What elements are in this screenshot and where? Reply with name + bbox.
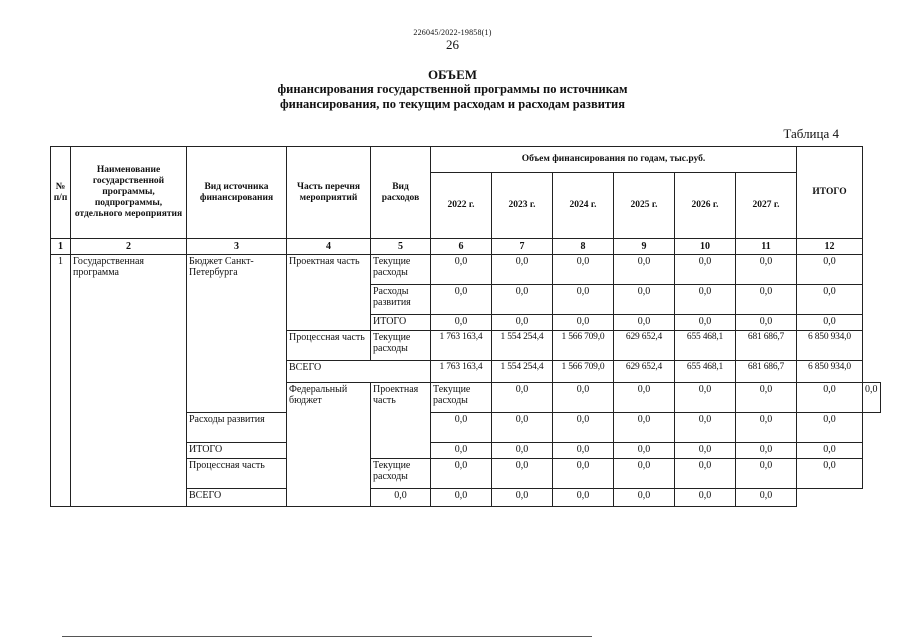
year-value-cell: 1 554 254,4: [492, 331, 553, 361]
project-part-cell: Проектная часть: [371, 383, 431, 459]
header-col-name: Наименование государственной программы, подпрограммы, отдельного мероприятия: [71, 147, 187, 239]
title-line-3: финансирования, по текущим расходам и расходам развития: [279, 97, 626, 111]
header-year: 2027 г.: [736, 173, 797, 239]
year-value-cell: 0,0: [614, 413, 675, 443]
total-value-cell: 0,0: [863, 383, 881, 413]
year-value-cell: 0,0: [614, 489, 675, 507]
year-value-cell: 0,0: [675, 489, 736, 507]
total-value-cell: 0,0: [736, 489, 797, 507]
year-value-cell: 0,0: [553, 413, 614, 443]
header-col-group: Объем финансирования по годам, тыс.руб.: [431, 147, 797, 173]
total-value-cell: 6 850 934,0: [797, 361, 863, 383]
expense-type-cell: Расходы развития: [187, 413, 287, 443]
header-year: 2025 г.: [614, 173, 675, 239]
column-number: 12: [797, 239, 863, 255]
year-value-cell: 1 554 254,4: [492, 361, 553, 383]
year-value-cell: 0,0: [553, 443, 614, 459]
year-value-cell: 0,0: [675, 315, 736, 331]
year-value-cell: 0,0: [431, 489, 492, 507]
header-col-type: Вид расходов: [371, 147, 431, 239]
year-value-cell: 0,0: [553, 285, 614, 315]
column-number: 7: [492, 239, 553, 255]
year-value-cell: 629 652,4: [614, 331, 675, 361]
year-value-cell: 0,0: [431, 459, 492, 489]
column-number: 2: [71, 239, 187, 255]
year-value-cell: 0,0: [614, 443, 675, 459]
program-name-cell: Государственная программа: [71, 255, 187, 507]
total-value-cell: 0,0: [797, 443, 863, 459]
expense-type-cell: Расходы развития: [371, 285, 431, 315]
header-col-num: № п/п: [51, 147, 71, 239]
page-number: 26: [446, 37, 459, 52]
year-value-cell: 0,0: [492, 489, 553, 507]
year-value-cell: 1 763 163,4: [431, 361, 492, 383]
year-value-cell: 0,0: [553, 459, 614, 489]
total-value-cell: 0,0: [797, 459, 863, 489]
header-col-total: ИТОГО: [797, 147, 863, 239]
year-value-cell: 0,0: [675, 255, 736, 285]
year-value-cell: 0,0: [492, 413, 553, 443]
year-value-cell: 0,0: [675, 413, 736, 443]
year-value-cell: 0,0: [553, 315, 614, 331]
year-value-cell: 0,0: [614, 315, 675, 331]
year-value-cell: 1 566 709,0: [553, 361, 614, 383]
year-value-cell: 681 686,7: [736, 361, 797, 383]
year-value-cell: 0,0: [614, 459, 675, 489]
process-part-cell: Процессная часть: [187, 459, 287, 489]
expense-type-cell: ИТОГО: [371, 315, 431, 331]
column-number: 8: [553, 239, 614, 255]
year-value-cell: 0,0: [736, 443, 797, 459]
year-value-cell: 0,0: [492, 315, 553, 331]
column-number: 6: [431, 239, 492, 255]
expense-type-cell: Текущие расходы: [371, 331, 431, 361]
column-number: 4: [287, 239, 371, 255]
column-number: 10: [675, 239, 736, 255]
year-value-cell: 0,0: [431, 413, 492, 443]
year-value-cell: 0,0: [675, 443, 736, 459]
year-value-cell: 0,0: [797, 383, 863, 413]
title-line-1: ОБЪЕМ: [427, 67, 478, 82]
year-value-cell: 0,0: [675, 285, 736, 315]
column-number: 1: [51, 239, 71, 255]
year-value-cell: 0,0: [736, 315, 797, 331]
financing-table: [50, 146, 881, 507]
year-value-cell: 0,0: [431, 443, 492, 459]
year-value-cell: 0,0: [553, 489, 614, 507]
year-value-cell: 0,0: [736, 285, 797, 315]
year-value-cell: 0,0: [431, 315, 492, 331]
total-value-cell: 0,0: [797, 315, 863, 331]
expense-type-cell: Текущие расходы: [371, 255, 431, 285]
expense-type-cell: ИТОГО: [187, 443, 287, 459]
header-year: 2024 г.: [553, 173, 614, 239]
year-value-cell: 1 566 709,0: [553, 331, 614, 361]
expense-type-cell: Текущие расходы: [431, 383, 492, 413]
year-value-cell: 0,0: [675, 459, 736, 489]
year-value-cell: 0,0: [614, 383, 675, 413]
year-value-cell: 0,0: [736, 383, 797, 413]
header-year: 2023 г.: [492, 173, 553, 239]
total-label-cell: ВСЕГО: [187, 489, 371, 507]
year-value-cell: 0,0: [492, 255, 553, 285]
project-part-cell: Проектная часть: [287, 255, 371, 331]
row-number-cell: 1: [51, 255, 71, 507]
year-value-cell: 0,0: [492, 285, 553, 315]
header-year: 2026 г.: [675, 173, 736, 239]
column-number: 9: [614, 239, 675, 255]
source-cell: Федеральный бюджет: [287, 383, 371, 507]
year-value-cell: 0,0: [492, 383, 553, 413]
year-value-cell: 0,0: [431, 285, 492, 315]
header-col-part: Часть перечня мероприятий: [287, 147, 371, 239]
total-value-cell: 0,0: [797, 413, 863, 443]
header-col-source: Вид источника финансирования: [187, 147, 287, 239]
year-value-cell: 0,0: [736, 255, 797, 285]
year-value-cell: 0,0: [614, 255, 675, 285]
year-value-cell: 0,0: [553, 255, 614, 285]
year-value-cell: 0,0: [614, 285, 675, 315]
column-number: 5: [371, 239, 431, 255]
footer-rule: [62, 636, 592, 637]
title-line-2: финансирования государственной программы по источникам: [277, 82, 628, 96]
total-value-cell: 0,0: [797, 255, 863, 285]
year-value-cell: 0,0: [492, 443, 553, 459]
year-value-cell: 0,0: [492, 459, 553, 489]
total-label-cell: ВСЕГО: [287, 361, 431, 383]
header-year: 2022 г.: [431, 173, 492, 239]
table-row: [51, 255, 881, 285]
year-value-cell: 0,0: [431, 255, 492, 285]
document-title: [0, 67, 905, 112]
year-value-cell: 629 652,4: [614, 361, 675, 383]
total-value-cell: 0,0: [797, 285, 863, 315]
year-value-cell: 0,0: [736, 413, 797, 443]
year-value-cell: 1 763 163,4: [431, 331, 492, 361]
table-label: Таблица 4: [783, 126, 839, 141]
year-value-cell: 681 686,7: [736, 331, 797, 361]
year-value-cell: 0,0: [675, 383, 736, 413]
total-value-cell: 6 850 934,0: [797, 331, 863, 361]
document-number: 226045/2022-19858(1): [413, 28, 492, 37]
year-value-cell: 0,0: [371, 489, 431, 507]
expense-type-cell: Текущие расходы: [371, 459, 431, 489]
year-value-cell: 0,0: [736, 459, 797, 489]
year-value-cell: 0,0: [553, 383, 614, 413]
year-value-cell: 655 468,1: [675, 361, 736, 383]
year-value-cell: 655 468,1: [675, 331, 736, 361]
column-number: 11: [736, 239, 797, 255]
column-number: 3: [187, 239, 287, 255]
source-cell: Бюджет Санкт-Петербурга: [187, 255, 287, 413]
process-part-cell: Процессная часть: [287, 331, 371, 361]
